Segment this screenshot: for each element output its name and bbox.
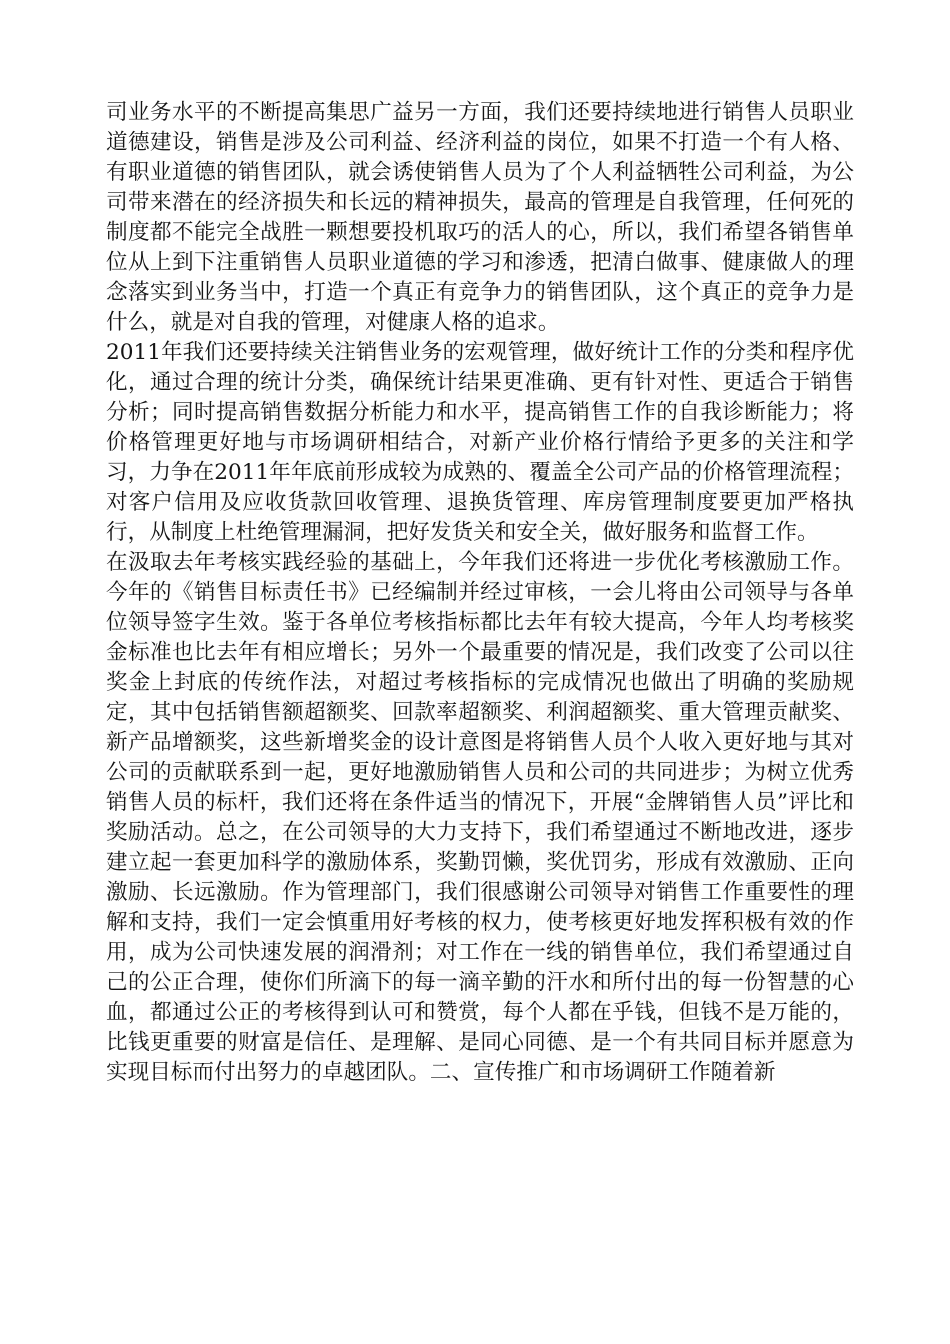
paragraph-1: 司业务水平的不断提高集思广益另一方面，我们还要持续地进行销售人员职业道德建设，销售是涉及公司利益、经济利益的岗位，如果不打造一个有人格、有职业道德的销售团队，就会诱使销售人员为了个人利益牺牲公司利益，为公司带来潜在的经济损失和长远的精神损失，最高的管理是自我管理，任何死的制度都不能完全战胜一颗想要投机取巧的活人的心，所以，我们希望各销售单位从上到下注重销售人员职业道德的学习和渗透，把清白做事、健康做人的理念落实到业务当中，打造一个真正有竞争力的销售团队，这个真正的竞争力是什么，就是对自我的管理，对健康人格的追求。 (106, 100, 854, 335)
paragraph-3: 在汲取去年考核实践经验的基础上，今年我们还将进一步优化考核激励工作。今年的《销售目标责任书》已经编制并经过审核，一会儿将由公司领导与各单位领导签字生效。鉴于各单位考核指标都比去年有较大提高，今年人均考核奖金标准也比去年有相应增长；另外一个最重要的情况是，我们改变了公司以往奖金上封底的传统作法，对超过考核指标的完成情况也做出了明确的奖励规定，其中包括销售额超额奖、回款率超额奖、利润超额奖、重大管理贡献奖、新产品增额奖，这些新增奖金的设计意图是将销售人员个人收入更好地与其对公司的贡献联系到一起，更好地激励销售人员和公司的共同进步；为树立优秀销售人员的标杆，我们还将在条件适当的情况下，开展“金牌销售人员”评比和奖励活动。总之，在公司领导的大力支持下，我们希望通过不断地改进，逐步建立起一套更加科学的激励体系，奖勤罚懒，奖优罚劣，形成有效激励、正向激励、长远激励。作为管理部门，我们很感谢公司领导对销售工作重要性的理解和支持，我们一定会慎重用好考核的权力，使考核更好地发挥积极有效的作用，成为公司快速发展的润滑剂；对工作在一线的销售单位，我们希望通过自己的公正合理，使你们所滴下的每一滴辛勤的汗水和所付出的每一份智慧的心血，都通过公正的考核得到认可和赞赏，每个人都在乎钱，但钱不是万能的，比钱更重要的财富是信任、是理解、是同心同德、是一个有共同目标并愿意为实现目标而付出努力的卓越团队。二、宣传推广和市场调研工作随着新 (106, 550, 854, 1085)
document-page (106, 98, 854, 1088)
paragraph-2: 2011年我们还要持续关注销售业务的宏观管理，做好统计工作的分类和程序优化，通过合理的统计分类，确保统计结果更准确、更有针对性、更适合于销售分析；同时提高销售数据分析能力和水平，提高销售工作的自我诊断能力；将价格管理更好地与市场调研相结合，对新产业价格行情给予更多的关注和学习，力争在2011年年底前形成较为成熟的、覆盖全公司产品的价格管理流程；对客户信用及应收货款回收管理、退换货管理、库房管理制度要更加严格执行，从制度上杜绝管理漏洞，把好发货关和安全关，做好服务和监督工作。 (106, 340, 854, 545)
